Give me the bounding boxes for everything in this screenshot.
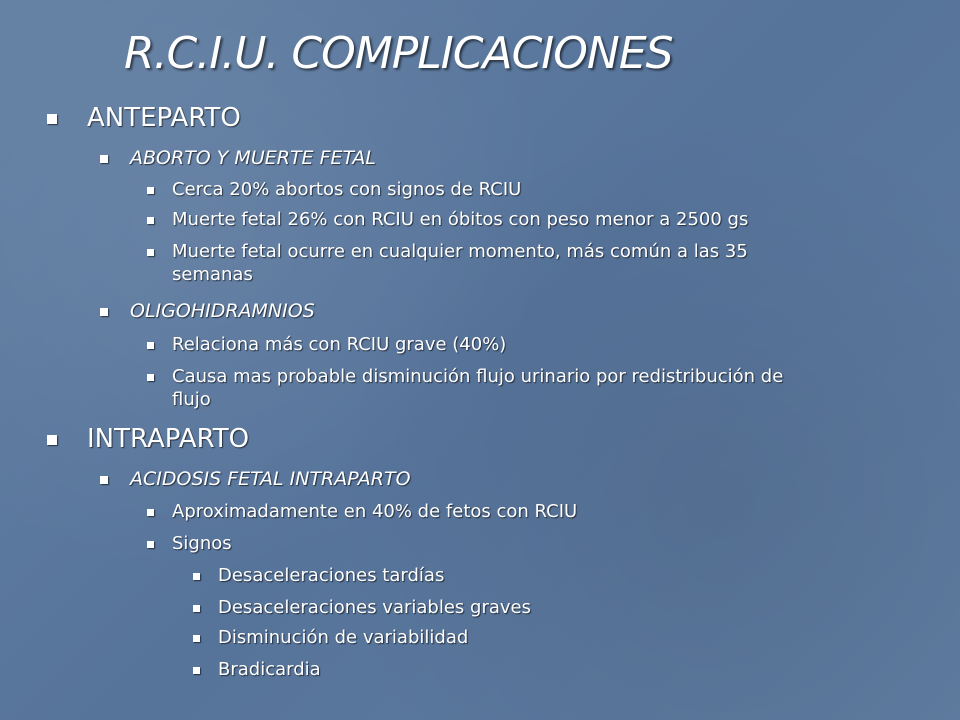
square-bullet-icon xyxy=(193,667,200,674)
list-item xyxy=(172,179,521,201)
group-heading-aborto xyxy=(130,146,376,170)
list-item-text: Muerte fetal ocurre en cualquier momento, más común a las 35 xyxy=(172,241,748,262)
list-item-text: flujo xyxy=(172,389,211,410)
section-heading-intraparto xyxy=(87,424,249,454)
square-bullet-icon xyxy=(193,573,200,580)
list-item-text: Desaceleraciones tardías xyxy=(218,565,445,586)
list-item xyxy=(172,241,748,263)
square-bullet-icon xyxy=(147,187,154,194)
square-bullet-icon xyxy=(147,249,154,256)
list-item xyxy=(172,501,577,523)
list-item-text: Relaciona más con RCIU grave (40%) xyxy=(172,334,507,355)
list-item-text: Desaceleraciones variables graves xyxy=(218,597,531,618)
square-bullet-icon xyxy=(193,635,200,642)
slide-title: R.C.I.U. COMPLICACIONES xyxy=(124,28,673,79)
list-item-text: Signos xyxy=(172,533,232,554)
square-bullet-icon xyxy=(47,435,57,445)
group-heading-label: OLIGOHIDRAMNIOS xyxy=(130,300,315,322)
group-heading-label: ABORTO Y MUERTE FETAL xyxy=(130,147,376,169)
square-bullet-icon xyxy=(193,605,200,612)
group-heading-oligohidramnios xyxy=(130,299,315,323)
square-bullet-icon xyxy=(100,308,108,316)
square-bullet-icon xyxy=(147,374,154,381)
square-bullet-icon xyxy=(100,155,108,163)
square-bullet-icon xyxy=(147,541,154,548)
square-bullet-icon xyxy=(147,342,154,349)
list-item xyxy=(172,366,783,388)
list-item-text: Muerte fetal 26% con RCIU en óbitos con peso menor a 2500 gs xyxy=(172,209,749,230)
list-item-text: Cerca 20% abortos con signos de RCIU xyxy=(172,179,522,200)
list-item xyxy=(172,334,506,356)
list-item-continuation xyxy=(172,264,253,286)
list-item-text: Disminución de variabilidad xyxy=(218,627,469,648)
group-heading-label: ACIDOSIS FETAL INTRAPARTO xyxy=(130,468,411,490)
section-heading-label: INTRAPARTO xyxy=(87,424,250,454)
section-heading-anteparto xyxy=(87,103,241,133)
list-item-text: Bradicardia xyxy=(218,659,321,680)
list-item-text: Aproximadamente en 40% de fetos con RCIU xyxy=(172,501,578,522)
square-bullet-icon xyxy=(47,114,57,124)
list-item xyxy=(172,533,232,555)
square-bullet-icon xyxy=(147,217,154,224)
list-item-continuation xyxy=(172,389,211,411)
signos-item xyxy=(218,627,468,649)
square-bullet-icon xyxy=(147,509,154,516)
signos-item xyxy=(218,597,531,619)
list-item xyxy=(172,209,748,231)
square-bullet-icon xyxy=(100,476,108,484)
signos-item xyxy=(218,565,444,587)
signos-item xyxy=(218,659,321,681)
section-heading-label: ANTEPARTO xyxy=(87,103,241,133)
list-item-text: Causa mas probable disminución flujo urinario por redistribución de xyxy=(172,366,784,387)
group-heading-acidosis xyxy=(130,467,411,491)
list-item-text: semanas xyxy=(172,264,253,285)
